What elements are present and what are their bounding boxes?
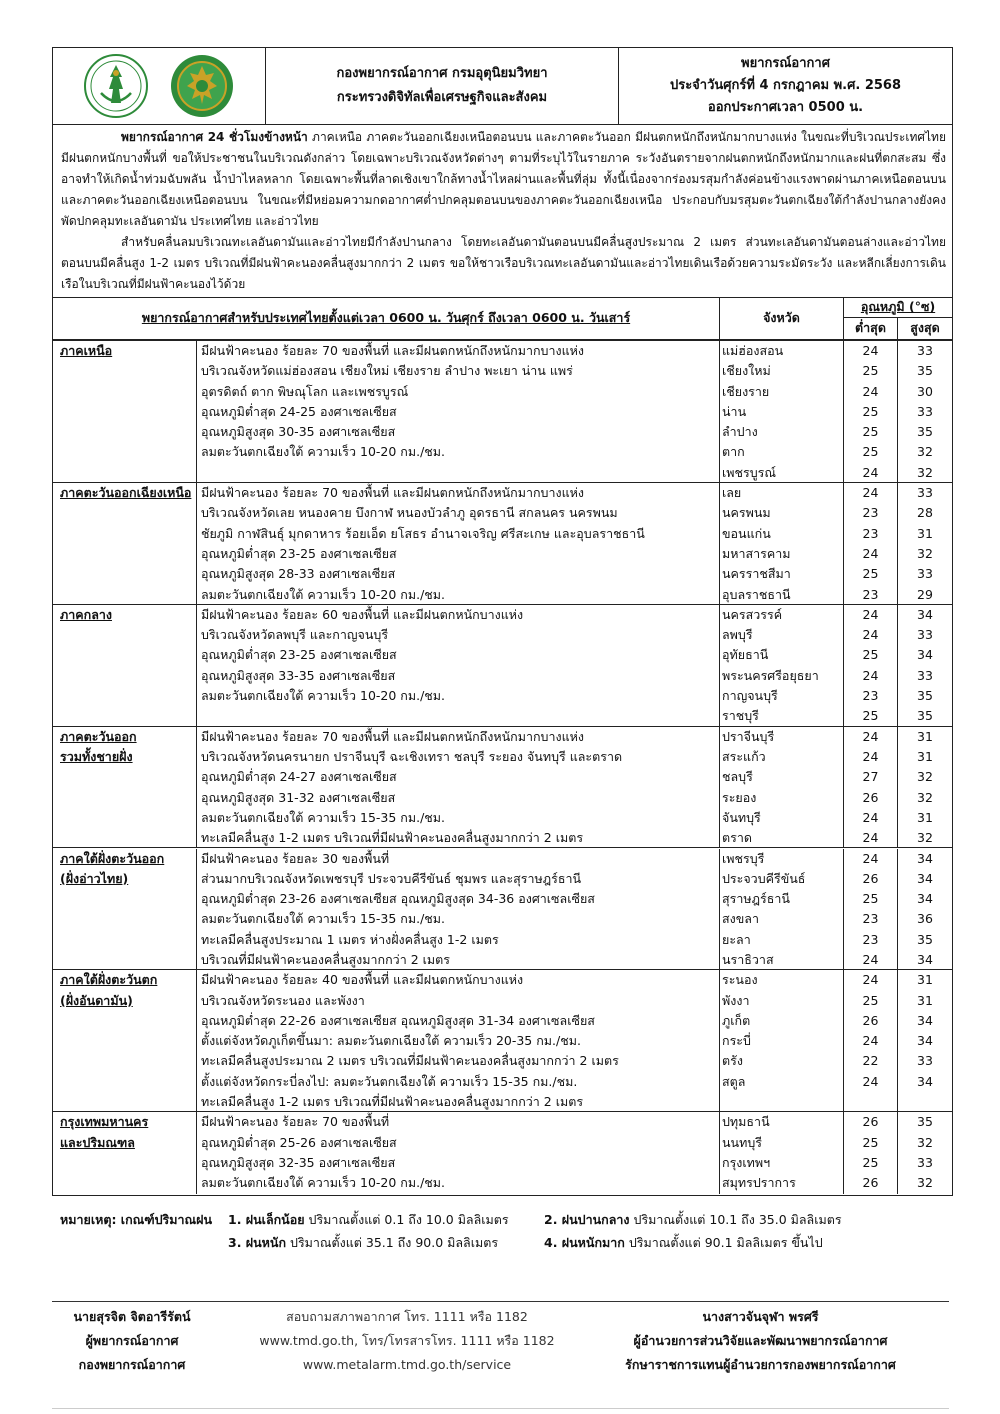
max-temp-value: 34: [917, 606, 933, 622]
province-name: น่าน: [722, 403, 747, 419]
region-name-line: กรุงเทพมหานคร: [60, 1114, 149, 1130]
min-temp-value: 25: [862, 1134, 879, 1150]
region-description: [197, 341, 720, 482]
min-temp-value: 25: [862, 444, 879, 460]
province-name: กรุงเทพฯ: [722, 1154, 771, 1170]
province-name: เพชรบุรี: [722, 850, 765, 866]
min-temp-value: 24: [862, 606, 879, 622]
agency-block: [266, 48, 619, 124]
province-name: เชียงราย: [722, 383, 770, 399]
max-temp-value: 33: [917, 1053, 933, 1069]
min-temp-value: 24: [862, 1073, 879, 1089]
description-line: อุณหภูมิสูงสุด 32-35 องศาเซลเซียส: [201, 1154, 396, 1170]
min-temp-value: 27: [862, 769, 879, 785]
min-temp-column: [844, 970, 898, 1111]
logo-area: [53, 48, 266, 124]
overview-section: [52, 125, 953, 298]
max-temp-value: 35: [917, 931, 933, 947]
description-line: มีฝนฟ้าคะนอง ร้อยละ 70 ของพื้นที่: [201, 1114, 390, 1130]
province-name: สระแก้ว: [722, 748, 766, 764]
bottom-divider: [52, 1408, 949, 1409]
min-temp-value: 24: [862, 1033, 879, 1049]
description-line: อุตรดิตถ์ ตาก พิษณุโลก และเพชรบูรณ์: [201, 383, 409, 399]
description-line: มีฝนฟ้าคะนอง ร้อยละ 60 ของพื้นที่ และมีฝนตกหนักบางแห่ง: [201, 606, 524, 622]
col-forecast-header: พยากรณ์อากาศสำหรับประเทศไทยตั้งแต่เวลา 0600 น. วันศุกร์ ถึงเวลา 0600 น. วันเสาร์: [53, 298, 720, 339]
min-temp-value: 24: [862, 972, 879, 988]
max-temp-value: 30: [917, 383, 933, 399]
description-line: ตั้งแต่จังหวัดภูเก็ตขึ้นมา: ลมตะวันตกเฉียงใต้ ความเร็ว 20-35 กม./ชม.: [201, 1033, 581, 1049]
province-name: ปราจีนบุรี: [722, 728, 775, 744]
description-line: ทะเลมีคลื่นสูง 1-2 เมตร บริเวณที่มีฝนฟ้าคะนองคลื่นสูงมากกว่า 2 เมตร: [201, 1094, 584, 1110]
max-temp-value: 31: [917, 809, 933, 825]
max-temp-value: 34: [917, 850, 933, 866]
max-temp-value: 33: [917, 343, 933, 358]
description-line: อุณหภูมิสูงสุด 31-32 องศาเซลเซียส: [201, 789, 396, 805]
province-name: แม่ฮ่องสอน: [722, 343, 784, 358]
max-temp-column: [898, 605, 952, 726]
overview-heading: พยากรณ์อากาศ 24 ชั่วโมงข้างหน้า: [121, 130, 308, 144]
region-name: [53, 605, 197, 726]
min-temp-value: 23: [862, 931, 879, 947]
region-name: [53, 970, 197, 1111]
min-temp-value: 25: [862, 363, 879, 379]
min-temp-value: 23: [862, 505, 879, 521]
region-name: [53, 727, 197, 848]
header: [52, 47, 953, 125]
region-name-line: ภาคกลาง: [60, 606, 112, 622]
province-column: [720, 1112, 844, 1193]
col-min-header: ต่ำสุด: [844, 318, 898, 339]
max-temp-value: 32: [917, 789, 933, 805]
min-temp-column: [844, 483, 898, 604]
min-temp-value: 24: [862, 464, 879, 480]
min-temp-value: 24: [862, 485, 879, 501]
province-name: ตาก: [722, 444, 745, 460]
min-temp-value: 25: [862, 566, 879, 582]
province-name: ระยอง: [722, 789, 757, 805]
region-name-line: (ฝั่งอันดามัน): [60, 992, 133, 1008]
description-line: มีฝนฟ้าคะนอง ร้อยละ 30 ของพื้นที่: [201, 850, 390, 866]
max-temp-column: [898, 727, 952, 848]
max-temp-value: 33: [917, 403, 933, 419]
note-3-text: ปริมาณตั้งแต่ 35.1 ถึง 90.0 มิลลิเมตร: [286, 1235, 499, 1250]
doc-issue-time: ออกประกาศเวลา 0500 น.: [707, 100, 864, 115]
region-name-line: (ฝั่งอ่าวไทย): [60, 870, 129, 886]
col-province-header: จังหวัด: [720, 298, 844, 339]
min-temp-value: 26: [862, 1175, 879, 1191]
max-temp-value: 31: [917, 525, 933, 541]
province-name: อุบลราชธานี: [722, 586, 791, 602]
description-line: มีฝนฟ้าคะนอง ร้อยละ 40 ของพื้นที่ และมีฝนตกหนักบางแห่ง: [201, 972, 524, 988]
description-line: อุณหภูมิต่ำสุด 23-25 องศาเซลเซียส: [201, 647, 397, 663]
region-name-line: และปริมณฑล: [60, 1134, 135, 1150]
max-temp-value: 33: [917, 627, 933, 643]
max-temp-column: [898, 483, 952, 604]
max-temp-value: 32: [917, 464, 933, 480]
province-name: นครสวรรค์: [722, 606, 783, 622]
description-line: ตั้งแต่จังหวัดกระบี่ลงไป: ลมตะวันตกเฉียงใต้ ความเร็ว 15-35 กม./ชม.: [201, 1073, 578, 1089]
description-line: ลมตะวันตกเฉียงใต้ ความเร็ว 10-20 กม./ชม.: [201, 586, 445, 602]
province-name: มหาสารคาม: [722, 545, 791, 561]
description-line: ทะเลมีคลื่นสูง 1-2 เมตร บริเวณที่มีฝนฟ้าคะนองคลื่นสูงมากกว่า 2 เมตร: [201, 830, 584, 846]
max-temp-value: 31: [917, 748, 933, 764]
province-name: ราชบุรี: [722, 708, 759, 724]
province-name: สุราษฎร์ธานี: [722, 891, 790, 907]
max-temp-value: 33: [917, 667, 933, 683]
province-column: [720, 849, 844, 970]
description-line: ส่วนมากบริเวณจังหวัดเพชรบุรี ประจวบคีรีขันธ์ ชุมพร และสุราษฎร์ธานี: [201, 870, 582, 886]
note-moderate-rain: [544, 1208, 842, 1231]
note-3-title: 3. ฝนหนัก: [228, 1235, 287, 1250]
min-temp-value: 25: [862, 891, 879, 907]
max-temp-value: 34: [917, 1012, 933, 1028]
min-temp-value: 25: [862, 708, 879, 724]
province-name: เชียงใหม่: [722, 363, 771, 379]
min-temp-value: 26: [862, 789, 879, 805]
region-row: [53, 727, 952, 849]
province-name: เพชรบูรณ์: [722, 464, 776, 480]
ministry-name: กระทรวงดิจิทัลเพื่อเศรษฐกิจและสังคม: [336, 90, 548, 105]
mdes-emblem-icon: [169, 53, 235, 119]
director-block: [572, 1305, 949, 1377]
min-temp-value: 25: [862, 403, 879, 419]
province-column: [720, 605, 844, 726]
max-temp-value: 32: [917, 830, 933, 846]
note-1-text: ปริมาณตั้งแต่ 0.1 ถึง 10.0 มิลลิเมตร: [304, 1212, 509, 1227]
max-temp-value: 32: [917, 1134, 933, 1150]
description-line: อุณหภูมิต่ำสุด 24-27 องศาเซลเซียส: [201, 769, 397, 785]
max-temp-value: 29: [917, 586, 933, 602]
province-name: พังงา: [722, 992, 750, 1008]
max-temp-value: 34: [917, 951, 933, 967]
min-temp-value: 26: [862, 1114, 879, 1130]
description-line: บริเวณจังหวัดเลย หนองคาย บึงกาฬ หนองบัวลำภู อุดรธานี สกลนคร นครพนม: [201, 505, 618, 521]
min-temp-value: 26: [862, 1012, 879, 1028]
overview-text-1: ภาคเหนือ ภาคตะวันออกเฉียงเหนือตอนบน และภาคตะวันออก มีฝนตกหนักถึงหนักมากบางแห่ง ในขณะที่บริเวณประเทศไทยมีฝนตกหนักบางพื้นที่ ขอให้ประชาชนในบริเวณดังกล่าว โดยเฉพาะบริเวณจังหวัดต่างๆ ตามที่ระบุไว้ในรายภาค ระวังอันตรายจากฝนตกหนักถึงหนักมากและฝนที่ตกสะสม ซึ่งอาจทำให้เกิดน้ำท่วมฉับพลัน น้ำป่าไหลหลาก โดยเฉพาะพื้นที่ลาดเชิงเขาใกล้ทางน้ำไหลผ่านและพื้นที่ลุ่ม ทั้งนี้เนื่องจากร่องมรสุมกำลังค่อนข้างแรงพาดผ่านภาคเหนือตอนบนและภาคตะวันออกเฉียงเหนือตอนบน ในขณะที่มีหย่อมความกดอากาศต่ำปกคลุมตอนบนของภาคตะวันออกเฉียงเหนือ ประกอบกับมรสุมตะวันตกเฉียงใต้กำลังปานกลางยังคงพัดปกคลุมทะเลอันดามัน ประเทศไทย และอ่าวไทย: [61, 130, 946, 228]
province-name: ประจวบคีรีขันธ์: [722, 870, 806, 886]
region-name: [53, 849, 197, 970]
region-row: [53, 605, 952, 727]
region-description: [197, 1112, 720, 1193]
province-name: ระนอง: [722, 972, 758, 988]
max-temp-value: 34: [917, 870, 933, 886]
province-name: นราธิวาส: [722, 951, 774, 967]
min-temp-value: 23: [862, 586, 879, 602]
min-temp-value: 25: [862, 647, 879, 663]
region-name-line: ภาคใต้ฝั่งตะวันตก: [60, 972, 158, 988]
province-name: ตรัง: [722, 1053, 743, 1069]
overview-paragraph-1: [61, 127, 946, 232]
min-temp-column: [844, 1112, 898, 1193]
province-name: สงขลา: [722, 911, 759, 927]
province-name: กระบี่: [722, 1033, 751, 1049]
max-temp-value: 34: [917, 891, 933, 907]
col-max-header: สูงสุด: [910, 320, 940, 336]
max-temp-value: 36: [917, 911, 933, 927]
description-line: ทะเลมีคลื่นสูงประมาณ 1 เมตร ห่างฝั่งคลื่นสูง 1-2 เมตร: [201, 931, 499, 947]
max-temp-value: 35: [917, 1114, 933, 1130]
description-line: ลมตะวันตกเฉียงใต้ ความเร็ว 10-20 กม./ชม.: [201, 688, 445, 704]
province-name: ปทุมธานี: [722, 1114, 770, 1130]
max-temp-value: 35: [917, 708, 933, 724]
min-temp-value: 22: [862, 1053, 879, 1069]
description-line: ลมตะวันตกเฉียงใต้ ความเร็ว 15-35 กม./ชม.: [201, 911, 445, 927]
min-temp-value: 23: [862, 688, 879, 704]
max-temp-value: 33: [917, 1154, 933, 1170]
region-row: [53, 1112, 952, 1193]
description-line: อุณหภูมิสูงสุด 33-35 องศาเซลเซียส: [201, 667, 396, 683]
forecast-table: [52, 298, 953, 1196]
agency-name: กองพยากรณ์อากาศ กรมอุตุนิยมวิทยา: [336, 66, 548, 81]
min-temp-value: 24: [862, 850, 879, 866]
tmd-emblem-icon: [83, 53, 149, 119]
director-name: นางสาวจันจุฬา พรศรี: [702, 1309, 819, 1324]
note-light-rain: [228, 1208, 509, 1231]
province-name: เลย: [722, 485, 742, 501]
region-name-line: รวมทั้งชายฝั่ง: [60, 748, 133, 764]
max-temp-column: [898, 341, 952, 482]
region-name: [53, 1112, 197, 1193]
doc-title: พยากรณ์อากาศ: [741, 56, 830, 71]
notes-label: หมายเหตุ: เกณฑ์ปริมาณฝน: [60, 1212, 212, 1227]
region-name-line: ภาคใต้ฝั่งตะวันออก: [60, 850, 165, 866]
province-name: สมุทรปราการ: [722, 1175, 796, 1191]
note-heavy-rain: [228, 1231, 498, 1254]
region-name-line: ภาคเหนือ: [60, 343, 113, 358]
province-name: ชลบุรี: [722, 769, 753, 785]
description-line: มีฝนฟ้าคะนอง ร้อยละ 70 ของพื้นที่ และมีฝนตกหนักถึงหนักมากบางแห่ง: [201, 485, 584, 501]
region-row: [53, 849, 952, 971]
region-name-line: ภาคตะวันออก: [60, 728, 137, 744]
description-line: อุณหภูมิสูงสุด 30-35 องศาเซลเซียส: [201, 424, 396, 440]
region-row: [53, 341, 952, 483]
director-acting-role: รักษาราชการแทนผู้อำนวยการกองพยากรณ์อากาศ: [625, 1357, 896, 1372]
description-line: อุณหภูมิสูงสุด 28-33 องศาเซลเซียส: [201, 566, 396, 582]
contact-block: [242, 1305, 572, 1377]
description-line: ทะเลมีคลื่นสูงประมาณ 2 เมตร บริเวณที่มีฝนฟ้าคะนองคลื่นสูงมากกว่า 2 เมตร: [201, 1053, 619, 1069]
forecaster-role: ผู้พยากรณ์อากาศ: [85, 1333, 179, 1348]
province-column: [720, 970, 844, 1111]
overview-paragraph-2: สำหรับคลื่นลมบริเวณทะเลอันดามันและอ่าวไทยมีกำลังปานกลาง โดยทะเลอันดามันตอนบนมีคลื่นสูงประมาณ 2 เมตร ส่วนทะเลอันดามันตอนล่างและอ่าวไทยตอนบนมีคลื่นสูง 1-2 เมตร บริเวณที่มีฝนฟ้าคะนองคลื่นสูงมากกว่า 2 เมตร ขอให้ชาวเรือบริเวณทะเลอันดามันและอ่าวไทยเดินเรือด้วยความระมัดระวัง และหลีกเลี่ยงการเดินเรือในบริเวณที่มีฝนฟ้าคะนองไว้ด้วย: [61, 235, 946, 291]
min-temp-value: 25: [862, 1154, 879, 1170]
note-4-title: 4. ฝนหนักมาก: [544, 1235, 625, 1250]
forecaster-block: [52, 1305, 212, 1377]
province-name: ภูเก็ต: [722, 1012, 751, 1028]
province-name: นนทบุรี: [722, 1134, 762, 1150]
region-row: [53, 970, 952, 1112]
region-name-line: ภาคตะวันออกเฉียงเหนือ: [60, 485, 192, 501]
region-description: [197, 970, 720, 1111]
max-temp-column: [898, 849, 952, 970]
max-temp-value: 34: [917, 1073, 933, 1089]
col-temp-header: อุณหภูมิ (°ซ): [844, 298, 952, 318]
min-temp-column: [844, 849, 898, 970]
region-description: [197, 849, 720, 970]
province-name: กาญจนบุรี: [722, 688, 778, 704]
contact-phone: สอบถามสภาพอากาศ โทร. 1111 หรือ 1182: [286, 1309, 528, 1324]
max-temp-column: [898, 1112, 952, 1193]
min-temp-value: 26: [862, 870, 879, 886]
province-name: ลพบุรี: [722, 627, 753, 643]
max-temp-value: 31: [917, 972, 933, 988]
region-description: [197, 727, 720, 848]
max-temp-value: 35: [917, 363, 933, 379]
max-temp-value: 31: [917, 728, 933, 744]
province-name: ตราด: [722, 830, 752, 846]
description-line: มีฝนฟ้าคะนอง ร้อยละ 70 ของพื้นที่ และมีฝนตกหนักถึงหนักมากบางแห่ง: [201, 728, 584, 744]
contact-service-link[interactable]: www.metalarm.tmd.go.th/service: [302, 1357, 512, 1372]
max-temp-value: 33: [917, 566, 933, 582]
max-temp-value: 35: [917, 688, 933, 704]
min-temp-value: 24: [862, 545, 879, 561]
region-row: [53, 483, 952, 605]
max-temp-value: 28: [917, 505, 933, 521]
min-temp-value: 25: [862, 992, 879, 1008]
max-temp-value: 32: [917, 1175, 933, 1191]
province-name: นครพนม: [722, 505, 771, 521]
max-temp-value: 32: [917, 769, 933, 785]
note-1-title: 1. ฝนเล็กน้อย: [228, 1212, 305, 1227]
note-2-title: 2. ฝนปานกลาง: [544, 1212, 630, 1227]
min-temp-value: 23: [862, 911, 879, 927]
region-description: [197, 483, 720, 604]
forecaster-name: นายสุรจิต จิตอารีรัตน์: [73, 1309, 191, 1324]
min-temp-value: 24: [862, 830, 879, 846]
table-header: [53, 298, 952, 341]
description-line: อุณหภูมิต่ำสุด 23-26 องศาเซลเซียส อุณหภูมิสูงสุด 34-36 องศาเซลเซียส: [201, 891, 595, 907]
description-line: บริเวณที่มีฝนฟ้าคะนองคลื่นสูงมากกว่า 2 เมตร: [201, 951, 450, 967]
forecaster-dept: กองพยากรณ์อากาศ: [78, 1357, 186, 1372]
max-temp-value: 32: [917, 545, 933, 561]
province-name: ลำปาง: [722, 424, 758, 440]
note-2-text: ปริมาณตั้งแต่ 10.1 ถึง 35.0 มิลลิเมตร: [629, 1212, 842, 1227]
region-name: [53, 341, 197, 482]
region-name: [53, 483, 197, 604]
min-temp-value: 24: [862, 748, 879, 764]
region-description: [197, 605, 720, 726]
max-temp-value: 31: [917, 992, 933, 1008]
description-line: อุณหภูมิต่ำสุด 23-25 องศาเซลเซียส: [201, 545, 397, 561]
description-line: บริเวณจังหวัดแม่ฮ่องสอน เชียงใหม่ เชียงราย ลำปาง พะเยา น่าน แพร่: [201, 363, 573, 379]
max-temp-value: 35: [917, 424, 933, 440]
description-line: ลมตะวันตกเฉียงใต้ ความเร็ว 10-20 กม./ชม.: [201, 1175, 445, 1191]
province-column: [720, 483, 844, 604]
footer-divider: [52, 1301, 949, 1302]
province-name: ยะลา: [722, 931, 751, 947]
province-name: จันทบุรี: [722, 809, 761, 825]
description-line: บริเวณจังหวัดนครนายก ปราจีนบุรี ฉะเชิงเทรา ชลบุรี ระยอง จันทบุรี และตราด: [201, 748, 623, 764]
max-temp-value: 34: [917, 1033, 933, 1049]
province-column: [720, 341, 844, 482]
max-temp-value: 33: [917, 485, 933, 501]
doc-date: ประจำวันศุกร์ที่ 4 กรกฎาคม พ.ศ. 2568: [669, 78, 902, 93]
description-line: บริเวณจังหวัดลพบุรี และกาญจนบุรี: [201, 627, 389, 643]
description-line: ลมตะวันตกเฉียงใต้ ความเร็ว 10-20 กม./ชม.: [201, 444, 445, 460]
min-temp-column: [844, 341, 898, 482]
province-name: อุทัยธานี: [722, 647, 769, 663]
contact-website[interactable]: www.tmd.go.th, โทร/โทรสารโทร. 1111 หรือ 1182: [259, 1333, 555, 1348]
description-line: อุณหภูมิต่ำสุด 22-26 องศาเซลเซียส อุณหภูมิสูงสุด 31-34 องศาเซลเซียส: [201, 1012, 595, 1028]
province-column: [720, 727, 844, 848]
province-name: ขอนแก่น: [722, 525, 771, 541]
min-temp-column: [844, 605, 898, 726]
min-temp-value: 24: [862, 809, 879, 825]
description-line: อุณหภูมิต่ำสุด 25-26 องศาเซลเซียส: [201, 1134, 397, 1150]
director-role: ผู้อำนวยการส่วนวิจัยและพัฒนาพยากรณ์อากาศ: [633, 1333, 888, 1348]
note-4-text: ปริมาณตั้งแต่ 90.1 มิลลิเมตร ขึ้นไป: [624, 1235, 823, 1250]
min-temp-column: [844, 727, 898, 848]
min-temp-value: 24: [862, 951, 879, 967]
min-temp-value: 23: [862, 525, 879, 541]
description-line: บริเวณจังหวัดระนอง และพังงา: [201, 992, 365, 1008]
min-temp-value: 24: [862, 627, 879, 643]
min-temp-value: 25: [862, 424, 879, 440]
min-temp-value: 24: [862, 667, 879, 683]
max-temp-column: [898, 970, 952, 1111]
description-line: อุณหภูมิต่ำสุด 24-25 องศาเซลเซียส: [201, 403, 397, 419]
max-temp-value: 34: [917, 647, 933, 663]
min-temp-value: 24: [862, 343, 879, 358]
title-block: [619, 48, 952, 124]
description-line: มีฝนฟ้าคะนอง ร้อยละ 70 ของพื้นที่ และมีฝนตกหนักถึงหนักมากบางแห่ง: [201, 343, 584, 358]
max-temp-value: 32: [917, 444, 933, 460]
province-name: นครราชสีมา: [722, 566, 791, 582]
province-name: พระนครศรีอยุธยา: [722, 667, 819, 683]
note-very-heavy-rain: [544, 1231, 823, 1254]
description-line: ลมตะวันตกเฉียงใต้ ความเร็ว 15-35 กม./ชม.: [201, 809, 445, 825]
min-temp-value: 24: [862, 383, 879, 399]
min-temp-value: 24: [862, 728, 879, 744]
description-line: ชัยภูมิ กาฬสินธุ์ มุกดาหาร ร้อยเอ็ด ยโสธร อำนาจเจริญ ศรีสะเกษ และอุบลราชธานี: [201, 525, 645, 541]
province-name: สตูล: [722, 1073, 746, 1089]
